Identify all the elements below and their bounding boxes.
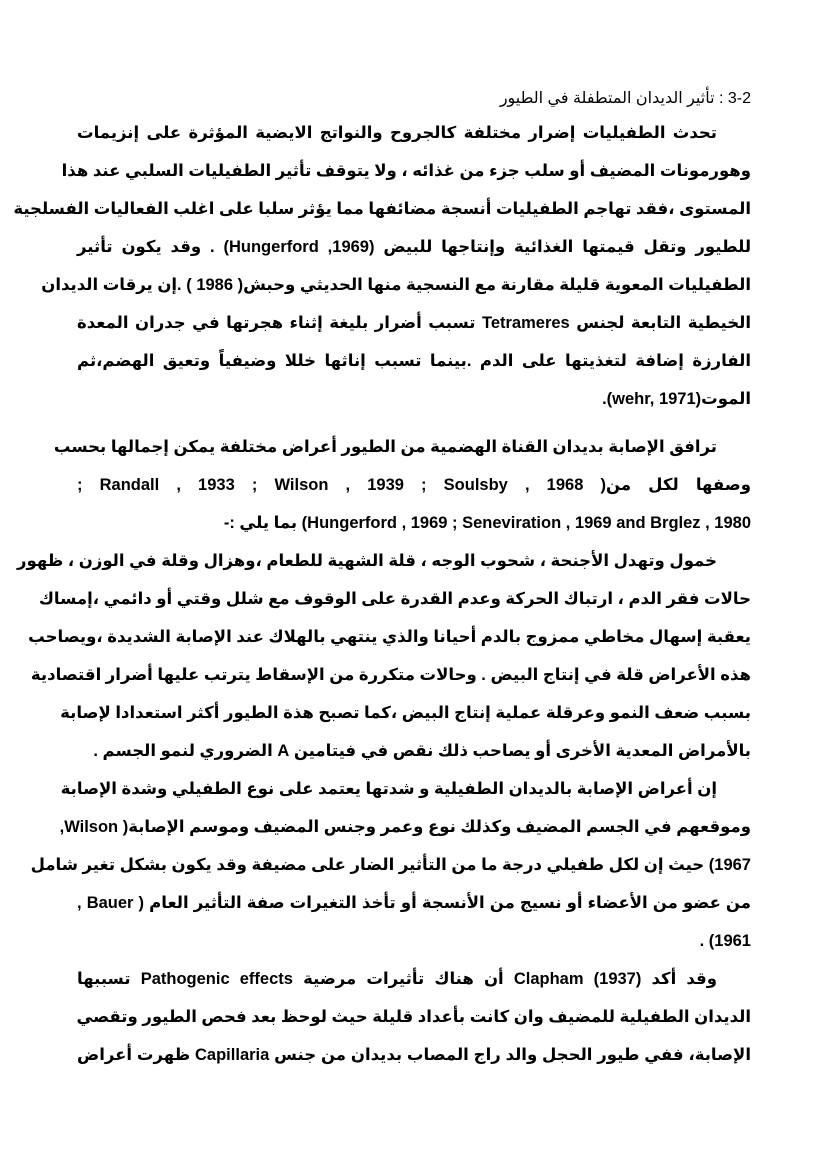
text-line: وصفها لكل من( Randall , 1933 ; Wilson , 1939 ; Soulsby , 1968 ; [77,476,751,494]
text-line: بالأمراض المعدية الأخرى أو يصاحب ذلك نقص في فيتامين A الضروري لنمو الجسم . [93,742,751,760]
text-line: وموقعهم في الجسم المضيف وكذلك نوع وعمر وجنس المضيف وموسم الإصابة( Wilson, [59,818,751,836]
text-line: الديدان الطفيلية للمضيف وان كانت بأعداد قليلة حيث لوحظ بعد فحص الطيور وتقصي [76,1008,751,1026]
paragraph-symptoms-list [17,542,751,770]
text-line: وقد أكد Clapham (1937) أن هناك تأثيرات مرضية Pathogenic effects تسببها [77,970,717,988]
document-page [13,84,752,1074]
text-line: الفارزة إضافة لتغذيتها على الدم .بينما تسبب إناثها خللا وضيفياً وتعيق الهضم،ثم [77,352,751,370]
text-line: الطفيليات المعوية قليلة مقارنة مع النسجية منها الحديثي وحبش( 1986 ) .إن يرقات الديدان [41,276,751,294]
text-line: للطيور وتقل قيمتها الغذائية وإنتاجها للبيض (Hungerford ,1969) . وقد يكون تأثير [77,238,752,256]
text-line: حالات فقر الدم ، ارتباك الحركة وعدم القدرة على الوقوف مع شلل وقتي أو دائمي ،إمساك [38,590,751,608]
text-line: خمول وتهدل الأجنحة ، شحوب الوجه ، قلة الشهية للطعام ،وهزال وقلة في الوزن ، ظهور [17,552,717,570]
text-line: هذه الأعراض قلة في إنتاج البيض . وحالات متكررة من الإسقاط يترتب عليها أضرار اقتصادية [30,666,751,684]
text-line: Hungerford , 1969 ; Seneviration , 1969 and Brglez , 1980) بما يلي :- [223,514,751,532]
text-line: من عضو من الأعضاء أو نسيج من الأنسجة أو تأخذ التغيرات صفة التأثير العام ( Bauer , [77,894,751,912]
text-line: الموت(wehr, 1971). [602,390,751,408]
text-line: ترافق الإصابة بديدان القناة الهضمية من الطيور أعراض مختلفة يمكن إجمالها بحسب [53,438,717,456]
paragraph-pathogenic-effects [77,960,751,1074]
text-line: 1967) حيث إن لكل طفيلي درجة ما من التأثير الضار على مضيفة وقد يكون بشكل تغير شامل [30,856,751,874]
paragraph-parasite-damage [13,114,752,418]
paragraph-symptoms-intro [53,428,751,542]
paragraph-severity [30,770,751,960]
text-line: يعقبة إسهال مخاطي ممزوج بالدم أحيانا والذي ينتهي بالهلاك عند الإصابة الشديدة ،ويصاحب [28,628,751,646]
text-line: 1961) . [699,932,751,950]
section-heading: 3-2 : تأثير الديدان المتطفلة في الطيور [499,90,751,107]
text-line: إن أعراض الإصابة بالديدان الطفيلية و شدتها يعتمد على نوع الطفيلي وشدة الإصابة [60,780,717,798]
text-line: بسبب ضعف النمو وعرقلة عملية إنتاج البيض ،كما تصبح هذة الطيور أكثر استعدادا لإصابة [60,704,751,722]
text-line: تحدث الطفيليات إضرار مختلفة كالجروح والنواتج الايضية المؤثرة على إنزيمات [77,124,717,142]
text-line: المستوى ،فقد تهاجم الطفيليات أنسجة مضائفها مما يؤثر سلبا على اغلب الفعاليات الفسلجية [13,200,751,218]
text-line: وهورمونات المضيف أو سلب جزء من غذائه ، ولا يتوقف تأثير الطفيليات السلبي عند هذا [61,162,751,180]
text-line: الإصابة، ففي طيور الحجل والد راج المصاب بديدان من جنس Capillaria ظهرت أعراض [77,1046,751,1064]
text-line: الخيطية التابعة لجنس Tetrameres تسبب أضرار بليغة إثناء هجرتها في جدران المعدة [77,314,751,332]
